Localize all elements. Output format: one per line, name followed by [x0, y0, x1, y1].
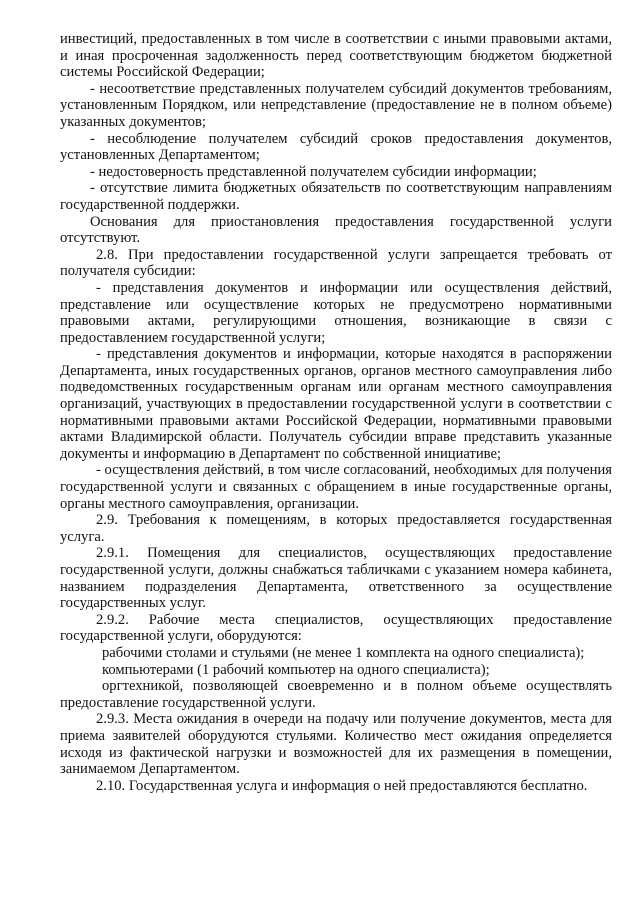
paragraph-false-information: - недостоверность представленной получателем субсидии информации;	[90, 163, 537, 180]
paragraph-section-2-8: 2.8. При предоставлении государственной услуги запрещается требовать от получателя субсидии:	[60, 246, 612, 280]
paragraph-deadline-violation: - несоблюдение получателем субсидий сроков предоставления документов, установленных Департаментом;	[60, 130, 612, 164]
paragraph-prohibited-actions: - осуществления действий, в том числе согласований, необходимых для получения государственной услуги и связанных с обращением в иные государственные органы, органы местного самоуправления, организации.	[60, 462, 612, 512]
document-page	[60, 31, 612, 794]
paragraph-desks-chairs: рабочими столами и стульями (не менее 1 комплекта на одного специалиста);	[102, 644, 585, 661]
paragraph-documents-mismatch: - несоответствие представленных получателем субсидий документов требованиям, установленным Порядком, или непредставление (предоставление не в полном объеме) указанных документов;	[60, 80, 612, 130]
paragraph-prohibited-department-documents: - представления документов и информации, которые находятся в распоряжении Департамента, иных государственных органов, органов местного самоуправления либо подведомственных государственным органам или органам местного самоуправления организаций, участвующих в предоставлении государственной услуги в соответствии с нормативными правовыми актами Российской Федерации, нормативными правовыми актами Владимирской области. Получатель субсидии вправе представить указанные документы и информацию в Департамент по собственной инициативе;	[60, 346, 612, 462]
paragraph-prohibited-documents: - представления документов и информации или осуществления действий, представление или осуществление которых не предусмотрено нормативными правовыми актами, регулирующими отношения, возникающие в связи с предоставлением государственной услуги;	[60, 279, 612, 346]
paragraph-section-2-9-3: 2.9.3. Места ожидания в очереди на подачу или получение документов, места для приема заявителей оборудуются стульями. Количество мест ожидания определяется исходя из фактической нагрузки и возможностей для их размещения в помещении, занимаемом Департаментом.	[60, 711, 612, 778]
paragraph-no-budget-limit: - отсутствие лимита бюджетных обязательств по соответствующим направлениям государственной поддержки.	[60, 180, 612, 213]
paragraph-computers: компьютерами (1 рабочий компьютер на одного специалиста);	[102, 661, 490, 678]
paragraph-section-2-9-2: 2.9.2. Рабочие места специалистов, осуществляющих предоставление государственной услуги, оборудуются:	[60, 611, 612, 645]
paragraph-section-2-9: 2.9. Требования к помещениям, в которых предоставляется государственная услуга.	[60, 512, 612, 545]
paragraph-budget-debt: инвестиций, предоставленных в том числе в соответствии с иными правовыми актами, и иная просроченная задолженность перед соответствующим бюджетом бюджетной системы Российской Федерации;	[60, 31, 612, 81]
paragraph-suspension-grounds: Основания для приостановления предоставления государственной услуги отсутствуют.	[60, 213, 612, 247]
paragraph-section-2-9-1: 2.9.1. Помещения для специалистов, осуществляющих предоставление государственной услуги, должны снабжаться табличками с указанием номера кабинета, названием подразделения Департамента, ответственного за осуществление государственных услуг.	[60, 545, 612, 612]
paragraph-office-equipment: оргтехникой, позволяющей своевременно и в полном объеме осуществлять предоставление государственной услуги.	[60, 678, 612, 711]
paragraph-section-2-10: 2.10. Государственная услуга и информация о ней предоставляются бесплатно.	[96, 777, 588, 794]
